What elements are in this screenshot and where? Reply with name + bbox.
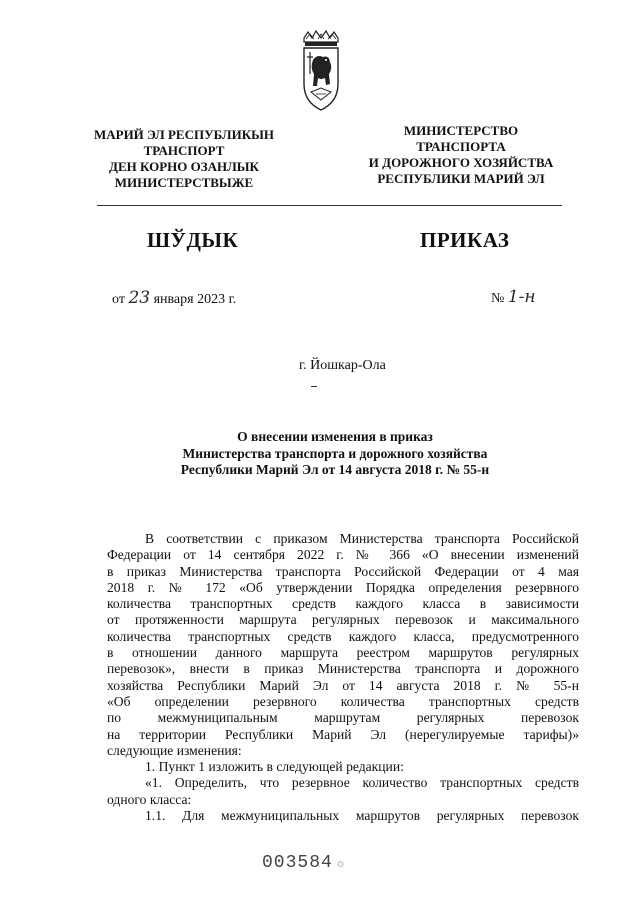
body-line: хозяйства Республики Марий Эл от 14 августа 2018 г. № 55-н [107,677,579,693]
header-right-line: МИНИСТЕРСТВО [403,123,519,138]
city-underline [311,386,317,387]
number-prefix: № [491,291,505,306]
body-line: в приказ Министерства транспорта Российской Федерации от 4 мая [107,563,579,579]
doc-type-mari: ШЎДЫК [147,228,239,252]
date-prefix: от [112,292,125,307]
body-line: одного класса: [107,791,192,807]
header-left-line: МАРИЙ ЭЛ РЕСПУБЛИКЫН [93,127,275,142]
body-line: В соответствии с приказом Министерства транспорта Российской [145,531,579,546]
date-day: 23 [128,288,151,308]
title-line: Министерства транспорта и дорожного хозяйства [182,445,488,461]
document-number [491,287,536,307]
header-left-line: МИНИСТЕРСТВЫЖЕ [114,175,254,190]
body-line: 2018 г. № 172 «Об утверждении Порядка определения резервного [107,579,579,595]
body-line: от протяженности маршрута регулярных перевозок и максимального [107,612,579,628]
header-right-block [352,123,570,187]
header-divider [97,205,562,206]
doc-type-russian: ПРИКАЗ [420,228,510,252]
body-line: перевозок», внести в приказ Министерства транспорта и дорожного [107,661,579,677]
header-left-block [84,127,284,191]
body-line: количества транспортных средств каждого класса, предусмотренного [107,628,579,644]
header-left-line: ТРАНСПОРТ [143,143,225,158]
number-value: 1-н [507,287,536,307]
body-line: в отношении данного маршрута реестром маршрутов регулярных [107,645,579,661]
header-left-line: ДЕН КОРНО ОЗАНЛЫК [109,159,259,174]
header-right-line: И ДОРОЖНОГО ХОЗЯЙСТВА [368,155,554,170]
header-right-line: РЕСПУБЛИКИ МАРИЙ ЭЛ [377,171,545,186]
document-date [112,288,236,308]
city-name: г. Йошкар-Ола [299,358,386,373]
body-line: Федерации от 14 сентября 2022 г. № 366 «О внесении изменений [107,547,579,563]
body-line: «1. Определить, что резервное количество транспортных средств [145,775,579,791]
body-line: следующие изменения: [107,742,242,758]
coat-of-arms-icon [299,30,343,116]
title-line: О внесении изменения в приказ [237,429,433,444]
stamp-mark-icon: ☼ [336,856,346,871]
body-line: на территории Республики Марий Эл (нерегулируемые тарифы)» [107,726,579,742]
header-right-line: ТРАНСПОРТА [416,139,506,154]
serial-number: 003584 [262,853,333,873]
body-line: по межмуниципальным маршрутам регулярных перевозок [107,710,579,726]
body-line: 1.1. Для межмуниципальных маршрутов регулярных перевозок [145,808,579,824]
document-title [120,429,550,479]
document-body [107,531,579,824]
body-line: 1. Пункт 1 изложить в следующей редакции: [145,759,404,775]
serial-number-stamp [262,853,346,873]
body-line: «Об определении резервного количества транспортных средств [107,693,579,709]
body-line: количества транспортных средств каждого класса в зависимости [107,596,579,612]
title-line: Республики Марий Эл от 14 августа 2018 г. № 55-н [180,462,490,477]
date-rest: января 2023 г. [153,292,237,307]
